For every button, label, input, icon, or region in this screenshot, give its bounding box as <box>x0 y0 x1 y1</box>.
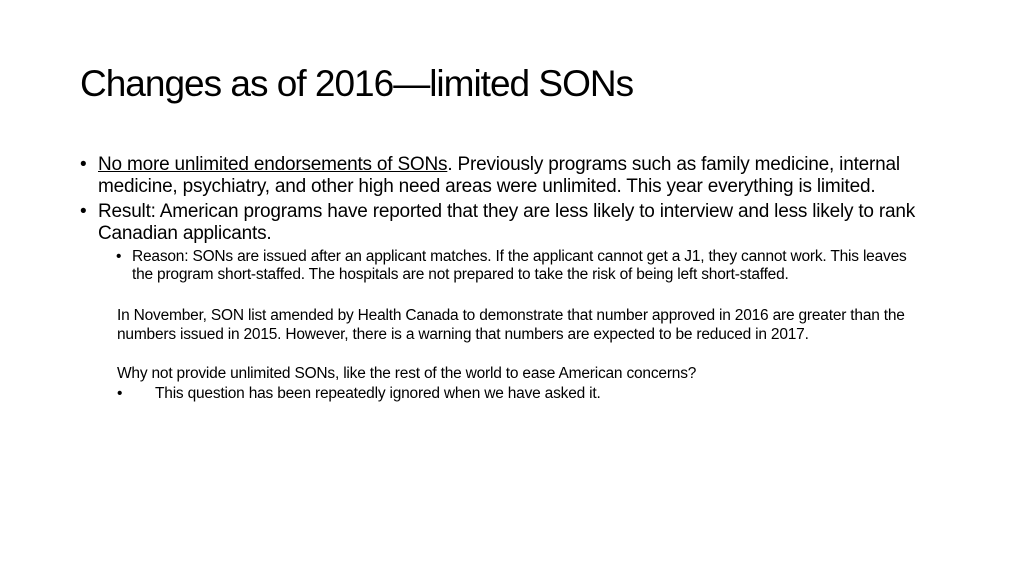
sub-bullet-marker: • <box>116 248 122 265</box>
spacer <box>80 344 950 364</box>
bullet-marker: • <box>80 154 87 175</box>
bullet-item-unlimited-endorsements <box>80 154 950 198</box>
bullet-item-result <box>80 201 950 245</box>
followup-text: This question has been repeatedly ignored when we have asked it. <box>155 385 601 402</box>
paragraph-november-update: In November, SON list amended by Health Canada to demonstrate that number approved in 2016 are greater than the numbers issued in 2015. However, there is a warning that numbers are expected to be reduced in 2017. <box>117 307 905 343</box>
question-followup-item <box>117 383 950 405</box>
slide-title: Changes as of 2016—limited SONs <box>80 63 634 104</box>
sub-bullet-text: Reason: SONs are issued after an applicant matches. If the applicant cannot get a J1, they cannot work. This leaves the program short-staffed. The hospitals are not prepared to take the risk of being left short-staffed. <box>132 248 907 283</box>
spacer <box>80 284 950 306</box>
paragraph-question: Why not provide unlimited SONs, like the rest of the world to ease American concerns? <box>117 365 697 382</box>
bullet-text: Result: American programs have reported that they are less likely to interview and less likely to rank Canadian applicants. <box>98 201 916 244</box>
bullet-text: . Previously programs such as family medicine, internal medicine, psychiatry, and other high need areas were unlimited. This year everything is limited. <box>98 154 900 197</box>
slide-content <box>80 154 950 405</box>
followup-bullet-marker: • <box>117 385 123 402</box>
sub-bullet-reason <box>116 248 930 284</box>
bullet-marker: • <box>80 201 87 222</box>
underlined-heading: No more unlimited endorsements of SONs <box>98 154 448 175</box>
